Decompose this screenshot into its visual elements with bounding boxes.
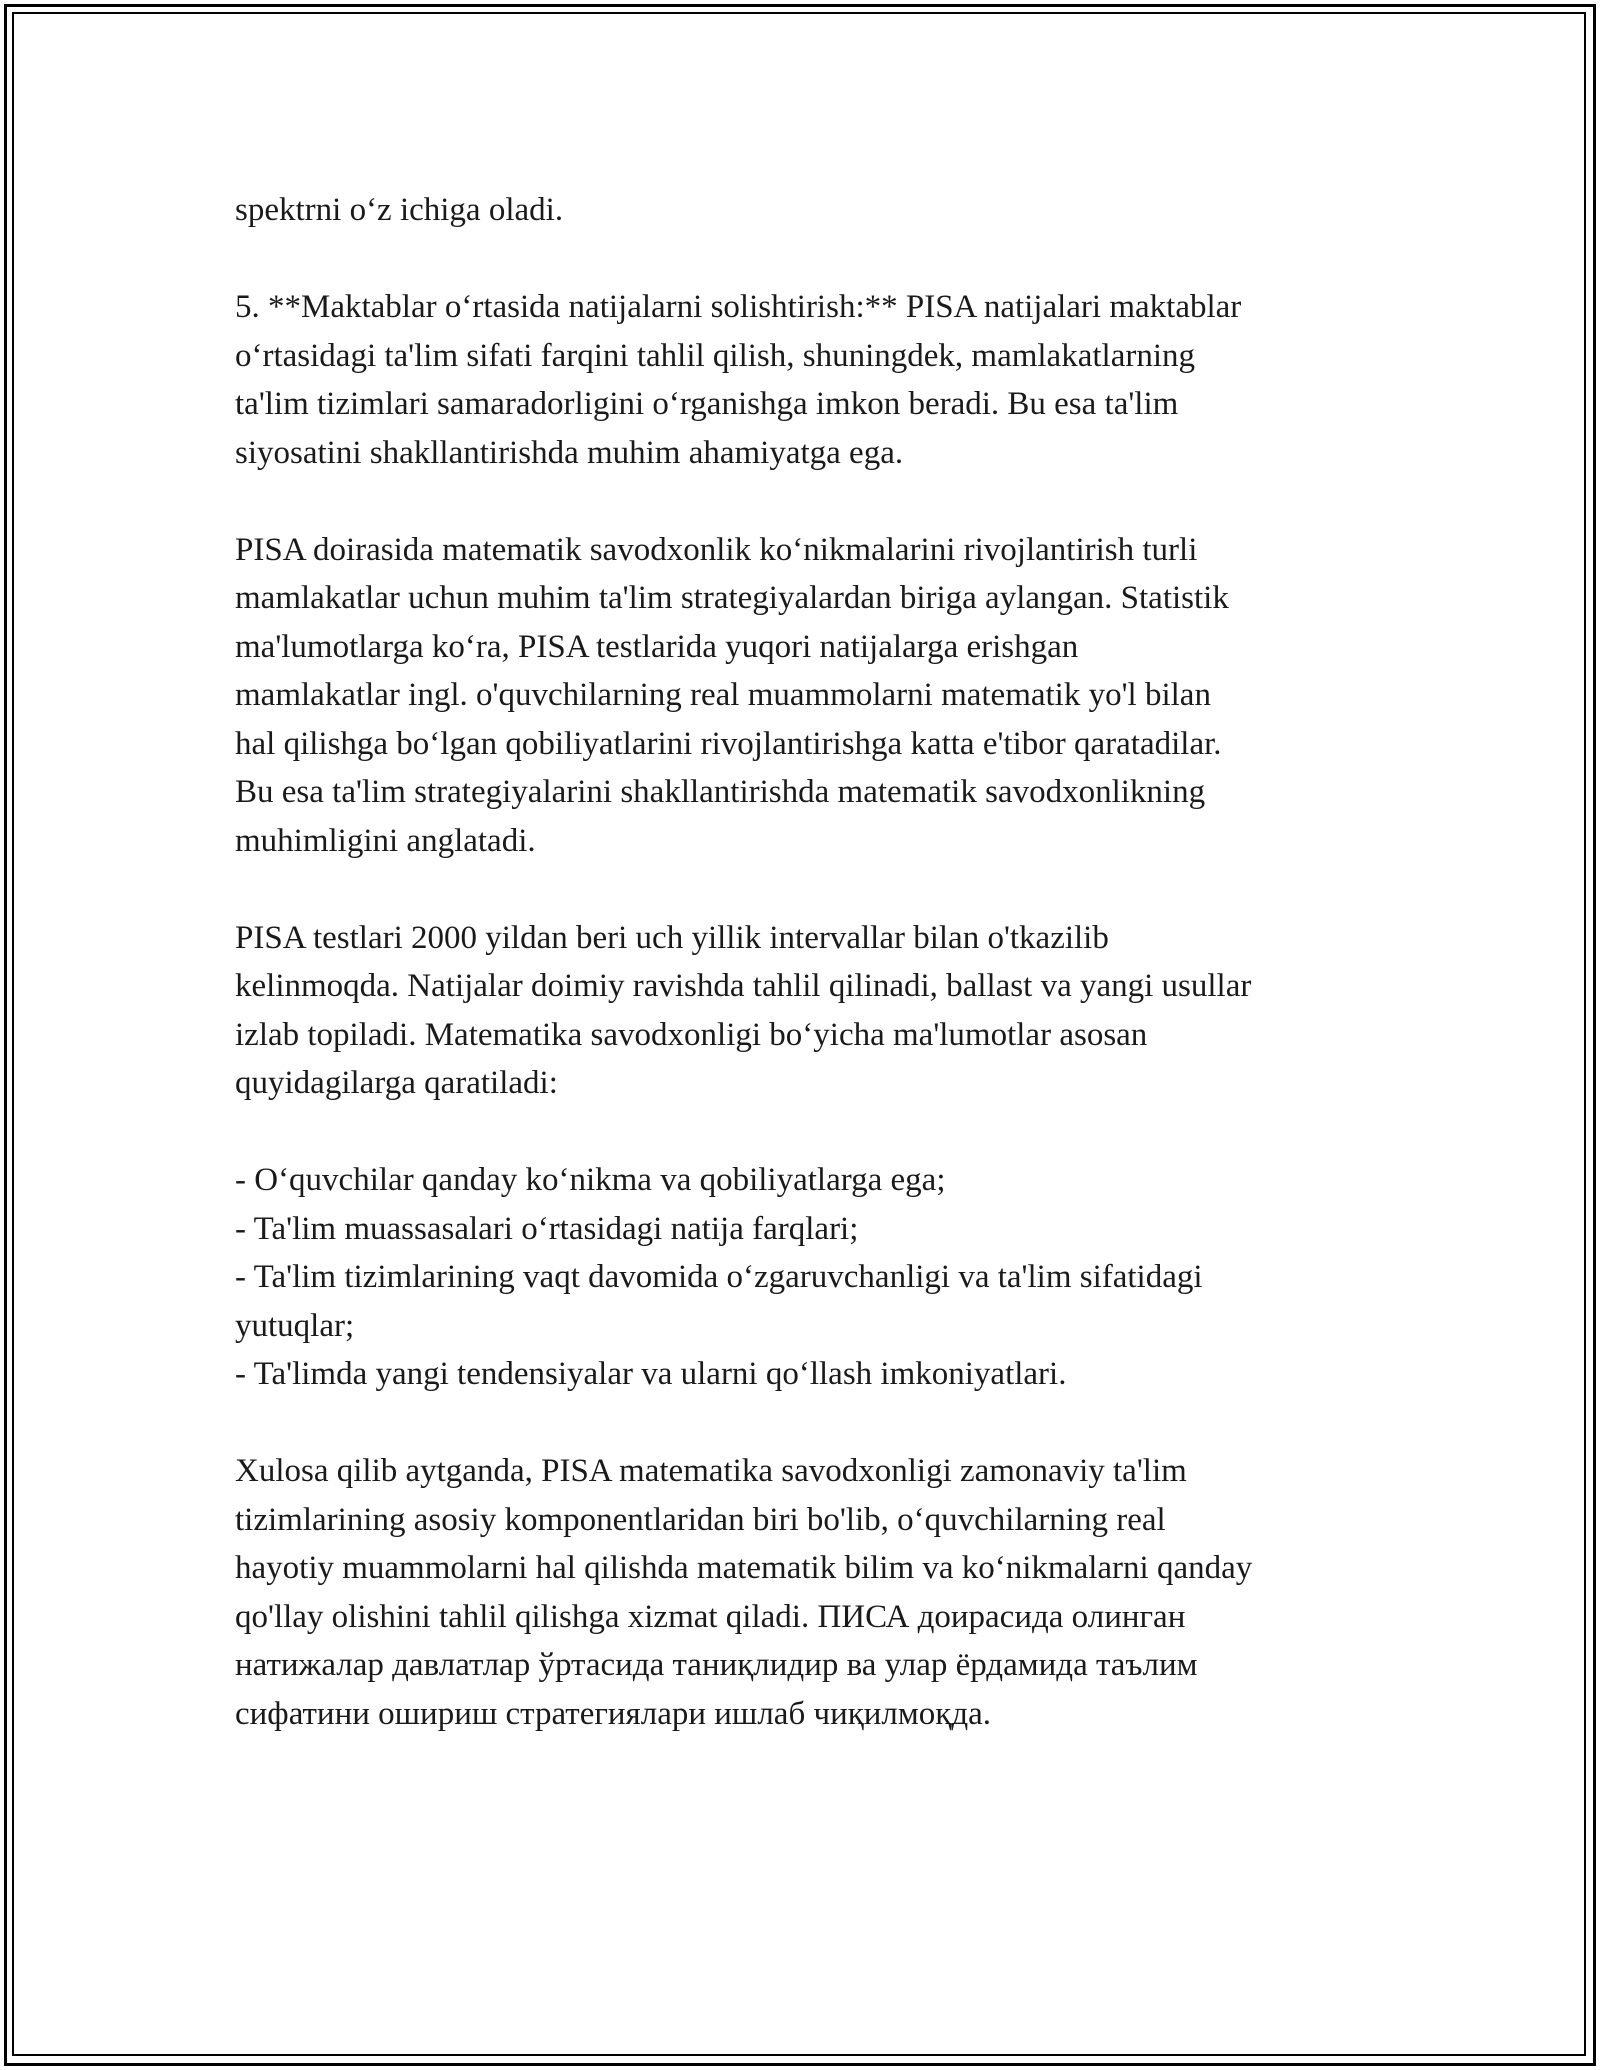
list-item: - Ta'lim muassasalari o‘rtasidagi natija farqlari;: [235, 1210, 859, 1247]
text-line: qo'llay olishini tahlil qilishga xizmat qiladi. ПИСА доирасида олинган: [235, 1598, 1186, 1635]
paragraph-math-literacy: [235, 526, 1395, 866]
text-line: kelinmoqda. Natijalar doimiy ravishda tahlil qilinadi, ballast va yangi usullar: [235, 968, 1252, 1004]
text-line: PISA testlari 2000 yildan beri uch yillik intervallar bilan o'tkazilib: [235, 919, 1109, 956]
text-line: siyosatini shakllantirishda muhim ahamiyatga ega.: [235, 434, 904, 471]
paragraph-conclusion: [235, 1447, 1395, 1738]
text-line: mamlakatlar ingl. o'quvchilarning real muammolarni matematik yo'l bilan: [235, 677, 1211, 713]
list-item: - Ta'limda yangi tendensiyalar va ularni qo‘llash imkoniyatlari.: [235, 1356, 1067, 1392]
text-line: PISA doirasida matematik savodxonlik ko‘nikmalarini rivojlantirish turli: [235, 531, 1198, 568]
bullet-list: [235, 1156, 1395, 1399]
text-line: quyidagilarga qaratiladi:: [235, 1065, 558, 1101]
list-item: - O‘quvchilar qanday ko‘nikma va qobiliyatlarga ega;: [235, 1162, 946, 1198]
text-line: mamlakatlar uchun muhim ta'lim strategiyalardan biriga aylangan. Statistik: [235, 580, 1229, 616]
text-line: hal qilishga bo‘lgan qobiliyatlarini rivojlantirishga katta e'tibor qaratadilar.: [235, 725, 1222, 762]
text-line: muhimligini anglatadi.: [235, 822, 536, 859]
list-item-continuation: yutuqlar;: [235, 1307, 355, 1344]
text-line: ta'lim tizimlari samaradorligini o‘rganishga imkon beradi. Bu esa ta'lim: [235, 386, 1179, 422]
text-line: izlab topiladi. Matematika savodxonligi bo‘yicha ma'lumotlar asosan: [235, 1016, 1148, 1053]
text-line: сифатини ошириш стратегиялари ишлаб чиқилмоқда.: [235, 1695, 992, 1732]
text-line: 5. **Maktablar o‘rtasida natijalarni solishtirish:** PISA natijalari maktablar: [235, 289, 1242, 325]
paragraph-continuation: [235, 186, 1395, 235]
paragraph-school-comparison: [235, 283, 1395, 477]
text-line: tizimlarining asosiy komponentlaridan biri bo'lib, o‘quvchilarning real: [235, 1501, 1166, 1538]
text-line: натижалар давлатлар ўртасида таниқлидир ва улар ёрдамида таълим: [235, 1647, 1198, 1683]
text-line: hayotiy muammolarni hal qilishda matematik bilim va ko‘nikmalarni qanday: [235, 1550, 1253, 1586]
text-line: Xulosa qilib aytganda, PISA matematika savodxonligi zamonaviy ta'lim: [235, 1453, 1187, 1489]
list-item: - Ta'lim tizimlarining vaqt davomida o‘zgaruvchanligi va ta'lim sifatidagi: [235, 1259, 1203, 1295]
text-line: Bu esa ta'lim strategiyalarini shakllantirishda matematik savodxonlikning: [235, 774, 1206, 810]
text-line: spektrni o‘z ichiga oladi.: [235, 192, 564, 228]
text-line: o‘rtasidagi ta'lim sifati farqini tahlil qilish, shuningdek, mamlakatlarning: [235, 337, 1195, 374]
paragraph-pisa-tests: [235, 914, 1395, 1108]
document-body: [235, 186, 1395, 1787]
text-line: ma'lumotlarga ko‘ra, PISA testlarida yuqori natijalarga erishgan: [235, 628, 1079, 665]
